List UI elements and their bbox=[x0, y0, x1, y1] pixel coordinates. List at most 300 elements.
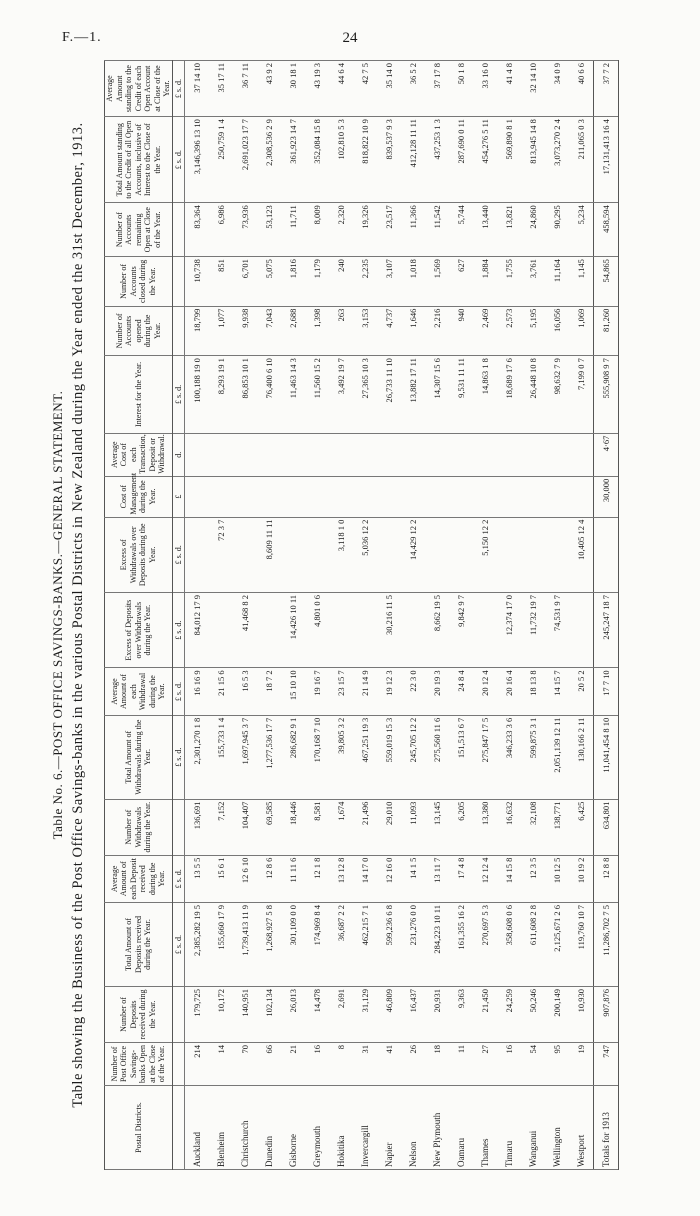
cell-credit-avg: 37 14 10 bbox=[184, 61, 209, 117]
cell-deposits-total: 599,236 6 8 bbox=[377, 903, 401, 987]
cell-withdrawals-total: 559,019 15 3 bbox=[377, 715, 401, 799]
cell-deposits-no: 24,259 bbox=[497, 986, 521, 1042]
cell-opened: 1,069 bbox=[569, 306, 594, 356]
cell-deposits-total: 2,125,671 2 6 bbox=[545, 903, 569, 987]
table-row bbox=[184, 61, 209, 1170]
cell-deposits-no: 26,013 bbox=[281, 986, 305, 1042]
cell-credit-avg: 35 17 11 bbox=[209, 61, 233, 117]
cell-opened: 5,195 bbox=[521, 306, 545, 356]
cell-banks: 21 bbox=[281, 1042, 305, 1085]
cell-withdrawals-no: 16,632 bbox=[497, 799, 521, 855]
column-header-excess-withdrawals: Excess of Withdrawals over Deposits during the Year. bbox=[105, 517, 173, 592]
cell-excess-withdrawals bbox=[281, 517, 305, 592]
cell-avg-cost bbox=[521, 433, 545, 476]
cell-deposits-total: 1,739,413 11 9 bbox=[233, 903, 257, 987]
cell-closed: 240 bbox=[329, 257, 353, 307]
cell-cost bbox=[184, 476, 209, 517]
cell-cost bbox=[209, 476, 233, 517]
cell-deposits-total: 161,355 16 2 bbox=[449, 903, 473, 987]
cell-withdrawals-no: 18,446 bbox=[281, 799, 305, 855]
cell-deposits-no: 200,149 bbox=[545, 986, 569, 1042]
cell-district: Wanganui bbox=[521, 1086, 545, 1170]
cell-opened: 81,260 bbox=[593, 306, 618, 356]
cell-opened: 4,737 bbox=[377, 306, 401, 356]
cell-remaining: 83,364 bbox=[184, 203, 209, 257]
cell-closed: 3,761 bbox=[521, 257, 545, 307]
cell-withdrawal-avg: 18 13 8 bbox=[521, 668, 545, 715]
cell-deposits-total: 174,969 8 4 bbox=[305, 903, 329, 987]
column-unit-deposits-no bbox=[172, 986, 184, 1042]
cell-remaining: 13,821 bbox=[497, 203, 521, 257]
cell-closed: 6,701 bbox=[233, 257, 257, 307]
table-units-row bbox=[172, 61, 184, 1170]
cell-deposits-total: 36,687 2 2 bbox=[329, 903, 353, 987]
cell-avg-cost bbox=[281, 433, 305, 476]
cell-withdrawals-no: 6,425 bbox=[569, 799, 594, 855]
statement-title: POST OFFICE SAVINGS-BANKS.—GENERAL STATEMENT. bbox=[50, 390, 65, 756]
cell-excess-deposits bbox=[401, 592, 425, 667]
cell-excess-withdrawals bbox=[497, 517, 521, 592]
column-unit-excess-deposits: £ s. d. bbox=[172, 592, 184, 667]
cell-district: Blenheim bbox=[209, 1086, 233, 1170]
cell-remaining: 2,320 bbox=[329, 203, 353, 257]
cell-deposits-no: 50,246 bbox=[521, 986, 545, 1042]
cell-withdrawal-avg: 22 3 0 bbox=[401, 668, 425, 715]
cell-cost bbox=[545, 476, 569, 517]
cell-credit-avg: 36 5 2 bbox=[401, 61, 425, 117]
cell-closed: 851 bbox=[209, 257, 233, 307]
cell-avg-cost bbox=[329, 433, 353, 476]
cell-excess-withdrawals: 5,036 12 2 bbox=[353, 517, 377, 592]
cell-opened: 18,799 bbox=[184, 306, 209, 356]
cell-avg-cost bbox=[209, 433, 233, 476]
column-header-deposit-avg: Average Amount of each Deposit received during the Year. bbox=[105, 855, 173, 902]
cell-district: Nelson bbox=[401, 1086, 425, 1170]
cell-opened: 3,153 bbox=[353, 306, 377, 356]
cell-excess-deposits bbox=[209, 592, 233, 667]
cell-excess-deposits: 4,801 0 6 bbox=[305, 592, 329, 667]
cell-interest: 14,307 15 6 bbox=[425, 356, 449, 434]
cell-banks: 18 bbox=[425, 1042, 449, 1085]
cell-credit-avg: 37 7 2 bbox=[593, 61, 618, 117]
cell-opened: 1,398 bbox=[305, 306, 329, 356]
cell-avg-cost bbox=[305, 433, 329, 476]
cell-interest: 11,560 15 2 bbox=[305, 356, 329, 434]
cell-deposits-total: 2,385,282 19 5 bbox=[184, 903, 209, 987]
cell-banks: 26 bbox=[401, 1042, 425, 1085]
cell-withdrawal-avg: 20 19 3 bbox=[425, 668, 449, 715]
cell-credit-avg: 50 1 8 bbox=[449, 61, 473, 117]
cell-withdrawals-total: 39,805 3 2 bbox=[329, 715, 353, 799]
cell-excess-deposits: 30,216 11 5 bbox=[377, 592, 401, 667]
cell-withdrawals-total: 275,560 11 6 bbox=[425, 715, 449, 799]
cell-cost bbox=[425, 476, 449, 517]
cell-excess-withdrawals bbox=[545, 517, 569, 592]
cell-banks: 16 bbox=[305, 1042, 329, 1085]
column-header-interest: Interest for the Year. bbox=[105, 356, 173, 434]
column-header-deposits-total: Total Amount of Deposits received during the Year. bbox=[105, 903, 173, 987]
cell-excess-deposits bbox=[257, 592, 281, 667]
cell-interest: 27,365 10 3 bbox=[353, 356, 377, 434]
cell-deposit-avg: 10 19 2 bbox=[569, 855, 594, 902]
cell-district: Christchurch bbox=[233, 1086, 257, 1170]
cell-credit-avg: 35 14 0 bbox=[377, 61, 401, 117]
column-unit-deposits-total: £ s. d. bbox=[172, 903, 184, 987]
column-unit-district bbox=[172, 1086, 184, 1170]
column-header-deposits-no: Number of Deposits received during the Year. bbox=[105, 986, 173, 1042]
cell-opened: 2,216 bbox=[425, 306, 449, 356]
cell-deposits-no: 14,478 bbox=[305, 986, 329, 1042]
cell-remaining: 53,123 bbox=[257, 203, 281, 257]
cell-banks: 70 bbox=[233, 1042, 257, 1085]
cell-remaining: 13,440 bbox=[473, 203, 497, 257]
cell-excess-withdrawals: 10,405 12 4 bbox=[569, 517, 594, 592]
cell-district: Invercargill bbox=[353, 1086, 377, 1170]
cell-banks: 16 bbox=[497, 1042, 521, 1085]
cell-cost bbox=[521, 476, 545, 517]
cell-withdrawals-total: 170,168 7 10 bbox=[305, 715, 329, 799]
cell-withdrawals-total: 130,166 2 11 bbox=[569, 715, 594, 799]
cell-withdrawal-avg: 18 7 2 bbox=[257, 668, 281, 715]
cell-credit-total: 211,065 0 3 bbox=[569, 117, 594, 203]
cell-credit-total: 2,691,023 17 7 bbox=[233, 117, 257, 203]
cell-opened: 9,938 bbox=[233, 306, 257, 356]
cell-cost: 30,000 bbox=[593, 476, 618, 517]
column-unit-opened bbox=[172, 306, 184, 356]
table-row bbox=[257, 61, 281, 1170]
page-number: 24 bbox=[342, 30, 358, 46]
cell-deposits-total: 155,660 17 9 bbox=[209, 903, 233, 987]
cell-deposits-no: 2,691 bbox=[329, 986, 353, 1042]
cell-deposit-avg: 13 5 5 bbox=[184, 855, 209, 902]
cell-withdrawals-no: 13,145 bbox=[425, 799, 449, 855]
cell-excess-withdrawals bbox=[305, 517, 329, 592]
column-header-avg-cost: Average Cost of each Transaction, Deposit or Withdrawal. bbox=[105, 433, 173, 476]
cell-withdrawals-no: 136,691 bbox=[184, 799, 209, 855]
cell-withdrawals-total: 346,233 3 6 bbox=[497, 715, 521, 799]
cell-withdrawals-no: 11,093 bbox=[401, 799, 425, 855]
cell-deposits-no: 102,134 bbox=[257, 986, 281, 1042]
cell-remaining: 19,326 bbox=[353, 203, 377, 257]
cell-credit-avg: 32 14 10 bbox=[521, 61, 545, 117]
cell-deposit-avg: 12 1 8 bbox=[305, 855, 329, 902]
cell-opened: 940 bbox=[449, 306, 473, 356]
cell-opened: 2,573 bbox=[497, 306, 521, 356]
cell-interest: 9,531 11 11 bbox=[449, 356, 473, 434]
cell-deposit-avg: 13 12 8 bbox=[329, 855, 353, 902]
cell-remaining: 90,295 bbox=[545, 203, 569, 257]
cell-deposits-no: 20,931 bbox=[425, 986, 449, 1042]
column-header-excess-deposits: Excess of Deposits over Withdrawals during the Year. bbox=[105, 592, 173, 667]
cell-interest: 14,863 1 8 bbox=[473, 356, 497, 434]
cell-avg-cost bbox=[497, 433, 521, 476]
cell-excess-withdrawals: 72 3 7 bbox=[209, 517, 233, 592]
cell-deposits-total: 301,109 0 0 bbox=[281, 903, 305, 987]
cell-closed: 1,569 bbox=[425, 257, 449, 307]
cell-cost bbox=[257, 476, 281, 517]
column-unit-credit-total: £ s. d. bbox=[172, 117, 184, 203]
cell-cost bbox=[329, 476, 353, 517]
table-row bbox=[233, 61, 257, 1170]
cell-cost bbox=[473, 476, 497, 517]
column-header-banks: Number of Post Office Savings-banks Open at the Close of the Year. bbox=[105, 1042, 173, 1085]
cell-withdrawals-no: 21,496 bbox=[353, 799, 377, 855]
cell-excess-deposits: 8,662 19 5 bbox=[425, 592, 449, 667]
cell-credit-total: 352,084 15 8 bbox=[305, 117, 329, 203]
cell-withdrawals-total: 155,733 1 4 bbox=[209, 715, 233, 799]
cell-withdrawals-total: 245,705 12 2 bbox=[401, 715, 425, 799]
cell-excess-deposits: 41,468 8 2 bbox=[233, 592, 257, 667]
cell-cost bbox=[353, 476, 377, 517]
table-row bbox=[305, 61, 329, 1170]
cell-excess-deposits bbox=[473, 592, 497, 667]
cell-avg-cost bbox=[545, 433, 569, 476]
cell-withdrawals-total: 2,301,270 1 8 bbox=[184, 715, 209, 799]
cell-excess-withdrawals bbox=[449, 517, 473, 592]
cell-interest: 8,293 19 1 bbox=[209, 356, 233, 434]
cell-withdrawal-avg: 17 7 10 bbox=[593, 668, 618, 715]
cell-banks: 41 bbox=[377, 1042, 401, 1085]
cell-credit-total: 412,128 11 11 bbox=[401, 117, 425, 203]
cell-banks: 8 bbox=[329, 1042, 353, 1085]
cell-deposits-no: 21,450 bbox=[473, 986, 497, 1042]
cell-withdrawals-no: 13,380 bbox=[473, 799, 497, 855]
cell-deposit-avg: 12 8 6 bbox=[257, 855, 281, 902]
cell-banks: 11 bbox=[449, 1042, 473, 1085]
cell-interest: 26,448 10 8 bbox=[521, 356, 545, 434]
cell-banks: 31 bbox=[353, 1042, 377, 1085]
cell-excess-deposits bbox=[569, 592, 594, 667]
column-header-withdrawal-avg: Average Amount of each Withdrawal during the Year. bbox=[105, 668, 173, 715]
table-row bbox=[209, 61, 233, 1170]
cell-deposit-avg: 14 1 5 bbox=[401, 855, 425, 902]
table-row bbox=[497, 61, 521, 1170]
column-unit-remaining bbox=[172, 203, 184, 257]
cell-credit-avg: 42 7 5 bbox=[353, 61, 377, 117]
cell-credit-avg: 36 7 11 bbox=[233, 61, 257, 117]
cell-deposits-total: 284,223 10 11 bbox=[425, 903, 449, 987]
cell-credit-total: 3,146,396 13 10 bbox=[184, 117, 209, 203]
cell-remaining: 5,744 bbox=[449, 203, 473, 257]
cell-remaining: 23,517 bbox=[377, 203, 401, 257]
cell-withdrawals-total: 11,041,454 8 10 bbox=[593, 715, 618, 799]
cell-withdrawals-total: 275,847 17 5 bbox=[473, 715, 497, 799]
cell-district: Gisborne bbox=[281, 1086, 305, 1170]
cell-credit-total: 437,253 1 3 bbox=[425, 117, 449, 203]
cell-deposits-total: 462,215 7 1 bbox=[353, 903, 377, 987]
cell-banks: 19 bbox=[569, 1042, 594, 1085]
cell-avg-cost bbox=[233, 433, 257, 476]
cell-deposits-no: 10,930 bbox=[569, 986, 594, 1042]
cell-cost bbox=[449, 476, 473, 517]
cell-deposit-avg: 17 4 8 bbox=[449, 855, 473, 902]
cell-opened: 7,043 bbox=[257, 306, 281, 356]
cell-district: New Plymouth bbox=[425, 1086, 449, 1170]
cell-deposit-avg: 12 16 0 bbox=[377, 855, 401, 902]
cell-banks: 214 bbox=[184, 1042, 209, 1085]
cell-avg-cost bbox=[257, 433, 281, 476]
cell-withdrawal-avg: 24 8 4 bbox=[449, 668, 473, 715]
cell-credit-total: 569,890 8 1 bbox=[497, 117, 521, 203]
cell-credit-total: 250,759 1 4 bbox=[209, 117, 233, 203]
cell-opened: 2,688 bbox=[281, 306, 305, 356]
cell-credit-avg: 33 16 0 bbox=[473, 61, 497, 117]
cell-deposits-no: 179,725 bbox=[184, 986, 209, 1042]
cell-withdrawal-avg: 20 5 2 bbox=[569, 668, 594, 715]
cell-banks: 95 bbox=[545, 1042, 569, 1085]
cell-district: Dunedin bbox=[257, 1086, 281, 1170]
cell-withdrawals-total: 467,251 19 3 bbox=[353, 715, 377, 799]
cell-closed: 1,755 bbox=[497, 257, 521, 307]
cell-withdrawal-avg: 21 14 9 bbox=[353, 668, 377, 715]
cell-excess-withdrawals bbox=[377, 517, 401, 592]
cell-deposit-avg: 14 15 8 bbox=[497, 855, 521, 902]
page-reference: F.—1. bbox=[62, 30, 102, 45]
cell-remaining: 24,860 bbox=[521, 203, 545, 257]
cell-withdrawal-avg: 20 12 4 bbox=[473, 668, 497, 715]
cell-excess-withdrawals bbox=[233, 517, 257, 592]
cell-excess-withdrawals: 8,609 11 11 bbox=[257, 517, 281, 592]
cell-excess-deposits bbox=[329, 592, 353, 667]
cell-interest: 76,400 6 10 bbox=[257, 356, 281, 434]
cell-excess-deposits: 11,732 19 7 bbox=[521, 592, 545, 667]
cell-withdrawal-avg: 21 15 6 bbox=[209, 668, 233, 715]
cell-deposits-no: 16,437 bbox=[401, 986, 425, 1042]
cell-excess-withdrawals: 14,429 12 2 bbox=[401, 517, 425, 592]
cell-deposits-total: 611,608 2 8 bbox=[521, 903, 545, 987]
table-row bbox=[377, 61, 401, 1170]
cell-credit-total: 2,308,536 2 9 bbox=[257, 117, 281, 203]
cell-remaining: 73,936 bbox=[233, 203, 257, 257]
cell-opened: 263 bbox=[329, 306, 353, 356]
cell-withdrawals-no: 69,585 bbox=[257, 799, 281, 855]
table-row bbox=[425, 61, 449, 1170]
cell-deposits-total: 231,276 0 0 bbox=[401, 903, 425, 987]
cell-deposit-avg: 12 8 8 bbox=[593, 855, 618, 902]
column-header-credit-avg: Average Amount standing to the Credit of each Open Account at Close of the Year. bbox=[105, 61, 173, 117]
cell-withdrawals-no: 7,152 bbox=[209, 799, 233, 855]
cell-banks: 54 bbox=[521, 1042, 545, 1085]
column-unit-closed bbox=[172, 257, 184, 307]
cell-avg-cost bbox=[473, 433, 497, 476]
column-unit-deposit-avg: £ s. d. bbox=[172, 855, 184, 902]
cell-remaining: 11,711 bbox=[281, 203, 305, 257]
cell-district: Westport bbox=[569, 1086, 594, 1170]
cell-district: Thames bbox=[473, 1086, 497, 1170]
cell-excess-withdrawals: 3,118 1 0 bbox=[329, 517, 353, 592]
cell-deposits-no: 907,876 bbox=[593, 986, 618, 1042]
cell-closed: 627 bbox=[449, 257, 473, 307]
statement-heading: Table No. 6.—POST OFFICE SAVINGS-BANKS.—GENERAL STATEMENT. bbox=[50, 390, 65, 840]
cell-remaining: 11,366 bbox=[401, 203, 425, 257]
column-header-withdrawals-no: Number of Withdrawals during the Year. bbox=[105, 799, 173, 855]
table-row bbox=[569, 61, 594, 1170]
table-body bbox=[184, 61, 618, 1170]
cell-avg-cost bbox=[377, 433, 401, 476]
column-unit-excess-withdrawals: £ s. d. bbox=[172, 517, 184, 592]
table-row bbox=[473, 61, 497, 1170]
cell-avg-cost bbox=[401, 433, 425, 476]
cell-excess-withdrawals bbox=[425, 517, 449, 592]
cell-deposits-total: 358,608 0 6 bbox=[497, 903, 521, 987]
column-header-cost: Cost of Management during the Year. bbox=[105, 476, 173, 517]
cell-withdrawals-no: 634,801 bbox=[593, 799, 618, 855]
cell-banks: 747 bbox=[593, 1042, 618, 1085]
cell-interest: 3,492 19 7 bbox=[329, 356, 353, 434]
cell-interest: 98,632 7 9 bbox=[545, 356, 569, 434]
column-header-closed: Number of Accounts closed during the Year. bbox=[105, 257, 173, 307]
cell-withdrawals-no: 104,407 bbox=[233, 799, 257, 855]
cell-opened: 2,469 bbox=[473, 306, 497, 356]
cell-interest: 11,463 14 3 bbox=[281, 356, 305, 434]
cell-deposit-avg: 13 11 7 bbox=[425, 855, 449, 902]
column-unit-banks bbox=[172, 1042, 184, 1085]
cell-excess-withdrawals bbox=[521, 517, 545, 592]
cell-interest: 18,689 17 6 bbox=[497, 356, 521, 434]
cell-deposits-no: 46,809 bbox=[377, 986, 401, 1042]
cell-credit-avg: 37 17 8 bbox=[425, 61, 449, 117]
cell-opened: 1,646 bbox=[401, 306, 425, 356]
cell-withdrawals-total: 1,277,536 17 7 bbox=[257, 715, 281, 799]
table-row bbox=[449, 61, 473, 1170]
cell-deposits-no: 9,363 bbox=[449, 986, 473, 1042]
cell-banks: 14 bbox=[209, 1042, 233, 1085]
rotated-statement bbox=[50, 60, 670, 1170]
cell-credit-total: 361,923 14 7 bbox=[281, 117, 305, 203]
cell-interest: 13,882 17 11 bbox=[401, 356, 425, 434]
table-row bbox=[353, 61, 377, 1170]
cell-interest: 100,188 19 0 bbox=[184, 356, 209, 434]
cell-excess-withdrawals bbox=[593, 517, 618, 592]
cell-cost bbox=[305, 476, 329, 517]
cell-withdrawal-avg: 16 16 9 bbox=[184, 668, 209, 715]
cell-deposit-avg: 11 11 6 bbox=[281, 855, 305, 902]
cell-remaining: 6,986 bbox=[209, 203, 233, 257]
cell-excess-deposits: 245,247 18 7 bbox=[593, 592, 618, 667]
cell-withdrawal-avg: 16 5 3 bbox=[233, 668, 257, 715]
table-row bbox=[401, 61, 425, 1170]
cell-excess-deposits: 9,842 9 7 bbox=[449, 592, 473, 667]
cell-deposit-avg: 15 6 1 bbox=[209, 855, 233, 902]
cell-credit-total: 454,276 5 11 bbox=[473, 117, 497, 203]
cell-withdrawals-no: 1,674 bbox=[329, 799, 353, 855]
column-header-district: Postal Districts. bbox=[105, 1086, 173, 1170]
column-unit-withdrawals-no bbox=[172, 799, 184, 855]
cell-withdrawals-no: 29,010 bbox=[377, 799, 401, 855]
cell-closed: 2,235 bbox=[353, 257, 377, 307]
savings-banks-table bbox=[104, 60, 619, 1170]
cell-withdrawals-no: 8,581 bbox=[305, 799, 329, 855]
cell-deposits-no: 31,129 bbox=[353, 986, 377, 1042]
cell-interest: 7,199 0 7 bbox=[569, 356, 594, 434]
cell-district: Timaru bbox=[497, 1086, 521, 1170]
cell-withdrawal-avg: 20 16 4 bbox=[497, 668, 521, 715]
cell-withdrawal-avg: 23 15 7 bbox=[329, 668, 353, 715]
cell-excess-deposits: 12,374 17 0 bbox=[497, 592, 521, 667]
cell-closed: 3,107 bbox=[377, 257, 401, 307]
column-unit-withdrawals-total: £ s. d. bbox=[172, 715, 184, 799]
cell-credit-avg: 40 6 6 bbox=[569, 61, 594, 117]
cell-closed: 1,179 bbox=[305, 257, 329, 307]
table-header-row bbox=[105, 61, 173, 1170]
cell-district: Napier bbox=[377, 1086, 401, 1170]
column-unit-withdrawal-avg: £ s. d. bbox=[172, 668, 184, 715]
column-header-opened: Number of Accounts opened during the Year. bbox=[105, 306, 173, 356]
cell-withdrawals-total: 286,682 9 1 bbox=[281, 715, 305, 799]
cell-avg-cost bbox=[425, 433, 449, 476]
cell-remaining: 8,009 bbox=[305, 203, 329, 257]
table-row bbox=[329, 61, 353, 1170]
